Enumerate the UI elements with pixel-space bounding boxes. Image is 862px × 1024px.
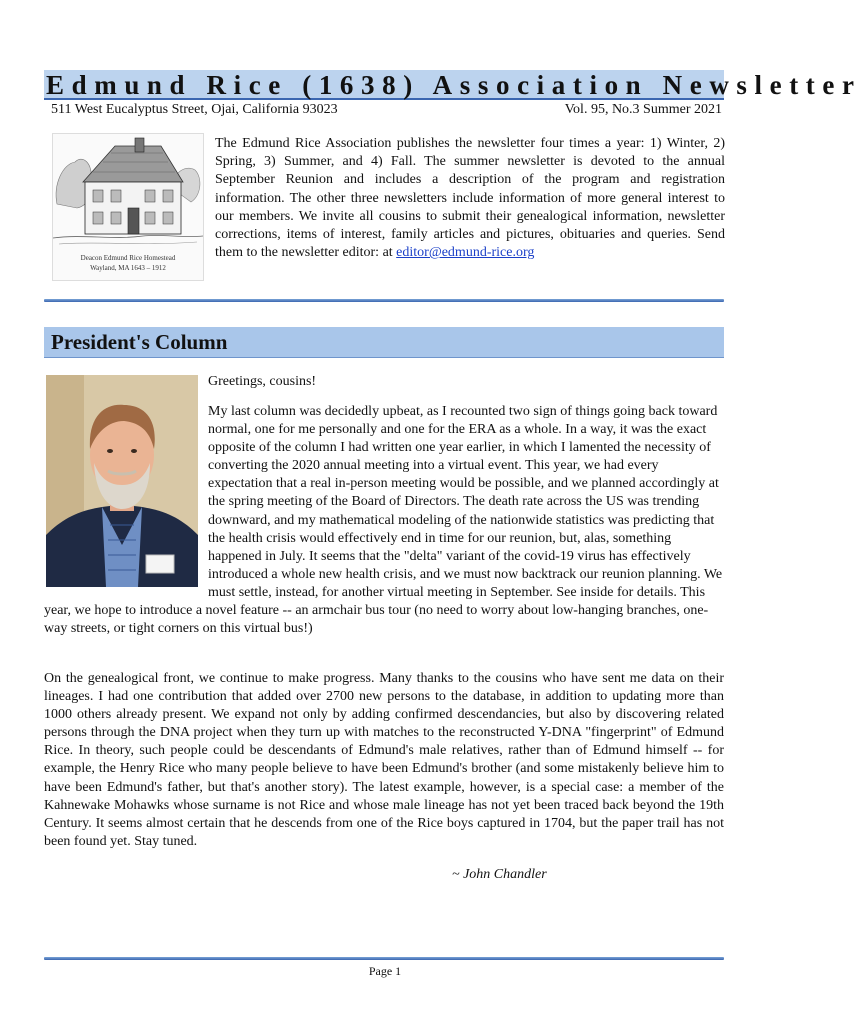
house-drawing-icon [53, 134, 203, 254]
president-paragraph-1 [44, 403, 724, 638]
president-paragraph-2: On the genealogical front, we continue to make progress. Many thanks to the cousins who have sent me data on their lineages. I had one contribution that added over 2700 new persons to the database, in addition to updating more than 1000 others already present. We expand not only by adding confirmed descendancies, but also by discovering related persons through the DNA project when they turn up with matches to the reconstructed Y-DNA "fingerprint" of Edmund Rice. In theory, such people could be descendants of Edmund's male relatives, rather than of Edmund himself -- for example, the Henry Rice who many people believe to have been Edmund's brother (and some mistakenly believe him to have been Edmund's father, but that's another story). The latest example, however, is a special case: a member of the Kahnewake Mohawks whose surname is not Rice and whose male lineage has not yet been traced back beyond the 19th Century. It seems almost certain that he descends from one of the Rice boys captured in 1704, but the paper trail has not been found yet. Stay tuned. [44, 671, 724, 849]
signature: ~ John Chandler [452, 867, 547, 882]
volume-issue: Vol. 95, No.3 Summer 2021 [564, 102, 722, 117]
paragraph-1-text: My last column was decidedly upbeat, as I recounted two sign of things going back toward normal, one for me personally and one for the ERA as a whole. In a way, it was the exact opposite of the column I had written one year earlier, in which I lamented the necessity of converting the 2020 annual meeting into a virtual event. This year, we had every expectation that a real in-person meeting would be possible, and we planned accordingly at the spring meeting of the Board of Directors. The death rate across the US was trending downward, and my mathematical modeling of the nationwide statistics was predicting that the health crisis would effectively end in time for our reunion, but, alas, something happened in July. It seems that the "delta" variant of the covid-19 virus has effectively introduced a whole new health crisis, and we must now backtrack our reunion planning. We must settle, instead, for another virtual meeting in September. See inside for details. This year, we hope to introduce a novel feature -- an armchair bus tour (no need to worry about low-hanging branches, one-way streets, or tight corners on this virtual bus!) [44, 404, 723, 637]
image-caption-title: Deacon Edmund Rice Homestead [80, 254, 176, 262]
footer-divider [44, 957, 724, 960]
newsletter-title: Edmund Rice (1638) Association Newsletter [46, 70, 862, 100]
homestead-sketch-image [52, 133, 204, 281]
section-title: President's Column [51, 330, 228, 354]
association-address: 511 West Eucalyptus Street, Ojai, California 93023 [51, 102, 338, 117]
intro-text: The Edmund Rice Association publishes the newsletter four times a year: 1) Winter, 2) Spring, 3) Summer, and 4) Fall. The summer newsletter is devoted to the annual September Reunion and includes a description of the program and registration information. The other three newsletters include information of more general interest to our members. We invite all cousins to submit their genealogical information, newsletter corrections, items of interest, family articles and pictures, obituaries and queries. Send them to the newsletter editor: at [215, 136, 725, 261]
masthead-bar [44, 70, 862, 100]
presidents-column-header [44, 327, 724, 358]
masthead-info [44, 100, 724, 122]
intro-paragraph [215, 135, 725, 262]
page-number: Page 1 [368, 964, 402, 978]
editor-email-link[interactable]: editor@edmund-rice.org [396, 245, 535, 261]
image-caption-location: Wayland, MA 1643 – 1912 [90, 264, 166, 272]
greeting: Greetings, cousins! [208, 374, 317, 389]
section-divider [44, 299, 724, 302]
